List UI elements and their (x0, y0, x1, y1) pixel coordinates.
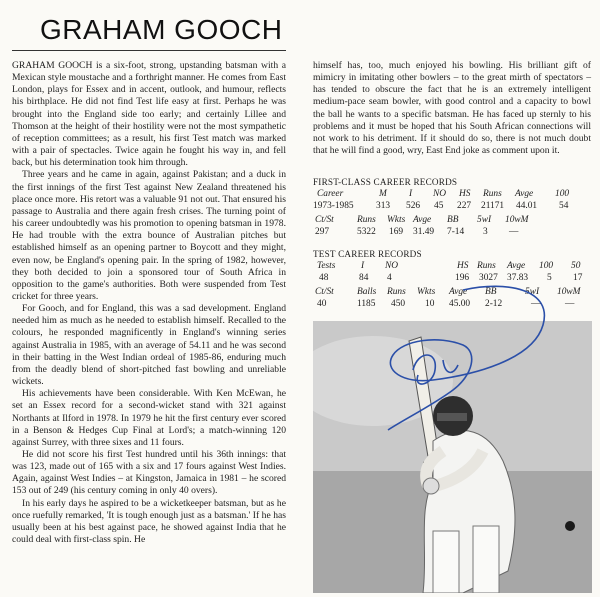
test-value: 10 (425, 299, 435, 309)
fc-value: 31.49 (413, 227, 435, 237)
first-class-row1-labels (313, 189, 591, 201)
fc-value: 21171 (481, 201, 505, 211)
lead-name: GRAHAM GOOCH (12, 60, 93, 71)
test-label: I (361, 261, 365, 271)
test-value: 37.83 (507, 273, 529, 283)
test-value: 84 (359, 273, 369, 283)
fc-value: 54 (559, 201, 569, 211)
test-value: 1185 (357, 299, 376, 309)
test-label: Tests (317, 261, 336, 271)
test-value: — (565, 299, 575, 309)
test-value: 3027 (479, 273, 498, 283)
test-value: 196 (455, 273, 470, 283)
test-value: 4 (387, 273, 392, 283)
test-value: 450 (391, 299, 406, 309)
test-label: Wkts (417, 287, 436, 297)
fc-value: 45 (434, 201, 444, 211)
test-value: 48 (319, 273, 329, 283)
title-rule (12, 50, 286, 51)
fc-value: 1973-1985 (313, 201, 354, 211)
test-label: HS (457, 261, 469, 271)
page-title: GRAHAM GOOCH (40, 14, 283, 45)
paragraph-1 (12, 60, 286, 169)
test-label: Avge (449, 287, 468, 297)
paragraph-1-text: is a six-foot, strong, upstanding batsman with a Mexican style moustache and a forthright manner. He comes from East London, plays for Essex and in accent, outlook, and humour, reflects his birthplace. He did not find Test life easy at first. Perhaps he was brought into the England side too early; and certainly Lillee and Thomson at the height of their hostility were not the most sympathetic of reception committees; as a result, his first Test match was marked with a pair of spectacles. Twice again he fought his way in, and fell back, but his determination took him through. (12, 60, 286, 169)
biography-left-column (12, 60, 286, 546)
fc-label: BB (447, 215, 459, 225)
fc-value: 227 (457, 201, 472, 211)
test-label: 100 (539, 261, 554, 271)
fc-label: NO (433, 189, 447, 199)
fc-value: 169 (389, 227, 404, 237)
test-label: 10wM (557, 287, 581, 297)
fc-label: Ct/St (315, 215, 334, 225)
fc-value: 297 (315, 227, 330, 237)
test-value: 45.00 (449, 299, 471, 309)
fc-value: 526 (406, 201, 421, 211)
batsman-illustration (313, 321, 592, 593)
fc-value: 7-14 (447, 227, 465, 237)
fc-label: 100 (555, 189, 570, 199)
test-row2-labels (313, 287, 591, 299)
batsman-photograph (313, 321, 592, 593)
test-label: BB (485, 287, 497, 297)
fc-label: Avge (413, 215, 432, 225)
test-value: 2-12 (485, 299, 503, 309)
paragraph-6: In his early days he aspired to be a wicketkeeper batsman, but as he once ruefully remarked, 'It is tough enough just as a batsman.' If he has usually been at his best against pace, he showed against India that he could deal with first-class spin. He (12, 497, 286, 546)
fc-label: Runs (357, 215, 376, 225)
test-value: 40 (317, 299, 327, 309)
fc-value: 44.01 (516, 201, 538, 211)
test-career-heading: TEST CAREER RECORDS (313, 249, 422, 259)
test-label: 5wI (525, 287, 540, 297)
fc-label: M (379, 189, 387, 199)
test-value: 5 (547, 273, 552, 283)
test-label: Balls (357, 287, 377, 297)
fc-value: 313 (376, 201, 391, 211)
test-row1-values (313, 273, 591, 285)
test-row2-values (313, 299, 591, 311)
fc-label: I (409, 189, 413, 199)
test-row1-labels (313, 261, 591, 273)
fc-label: Wkts (387, 215, 406, 225)
test-label: Runs (477, 261, 496, 271)
test-label: Runs (387, 287, 406, 297)
fc-label: 5wI (477, 215, 492, 225)
test-label: Ct/St (315, 287, 334, 297)
first-class-row2-values (313, 227, 591, 239)
fc-label: Career (317, 189, 344, 199)
test-value: 17 (573, 273, 583, 283)
fc-value: — (509, 227, 519, 237)
test-label: 50 (571, 261, 581, 271)
test-value: — (531, 299, 541, 309)
biography-right-column (313, 60, 591, 157)
test-label: Avge (507, 261, 526, 271)
fc-label: HS (459, 189, 471, 199)
first-class-row1-values (313, 201, 591, 213)
fc-label: Runs (483, 189, 502, 199)
fc-label: Avge (515, 189, 534, 199)
paragraph-3: For Gooch, and for England, this was a sad development. England needed him as much as he needed to establish himself. Recalled to the colours, he responded magnificently in England's winning series against Australia in 1985, with an average of 54.11 and he was second in their batting in the West Indian ordeal of 1985-86, enduring much from the deadly blend of short-pitched fast bowling and unreliable wickets. (12, 303, 286, 388)
paragraph-4: His achievements have been considerable. With Ken McEwan, he set an Essex record for a second-wicket stand with 321 against Northants at Ilford in 1978. In 1979 he hit the first century ever scored in a Benson & Hedges Cup Final at Lord's; a match-winning 120 against Surrey, with three sixes and 11 fours. (12, 388, 286, 448)
test-label: NO (385, 261, 399, 271)
paragraph-continued: himself has, too, much enjoyed his bowling. His brilliant gift of mimicry in imitating other bowlers – to the great mirth of spectators – has tended to obscure the fact that he is an extremely intelligent medium-pace seam bowler, with good control and a capacity to bowl the ball he wants to a specific batsman. He has faced up sternly to his problems and it must be hoped that his South African connections will not work to his detriment. If it should do so, there is not much doubt that he will find a good, wry, East End joke as comment upon it. (313, 60, 591, 157)
paragraph-5: He did not score his first Test hundred until his 36th innings: that was 123, made out of 165 with a six and 17 fours against West Indies. Again, against West Indies – at Kingston, Jamaica in 1981 – he scored 153 out of 249 (his century coming in only 40 overs). (12, 449, 286, 497)
fc-value: 3 (483, 227, 488, 237)
first-class-heading: FIRST-CLASS CAREER RECORDS (313, 177, 458, 187)
first-class-row2-labels (313, 215, 591, 227)
fc-label: 10wM (505, 215, 529, 225)
fc-value: 5322 (357, 227, 376, 237)
paragraph-2: Three years and he came in again, against Pakistan; and a duck in the first innings of the first Test against New Zealand threatened his place once more. His retort was a valuable 91 not out. That ensured his passage to Australia and there again fresh crises. The turning point of his career undoubtedly was his promotion to opening batsman in 1978. He had trouble with the extra bounce of Australian pitches but established himself as an opening partner to Boycott and they might, even now, be England's opening pair. In the spring of 1982, however, they both decided to join a sponsored tour of South Africa in opposition to the game's authorities. Both were suspended from Test cricket for three years. (12, 169, 286, 302)
